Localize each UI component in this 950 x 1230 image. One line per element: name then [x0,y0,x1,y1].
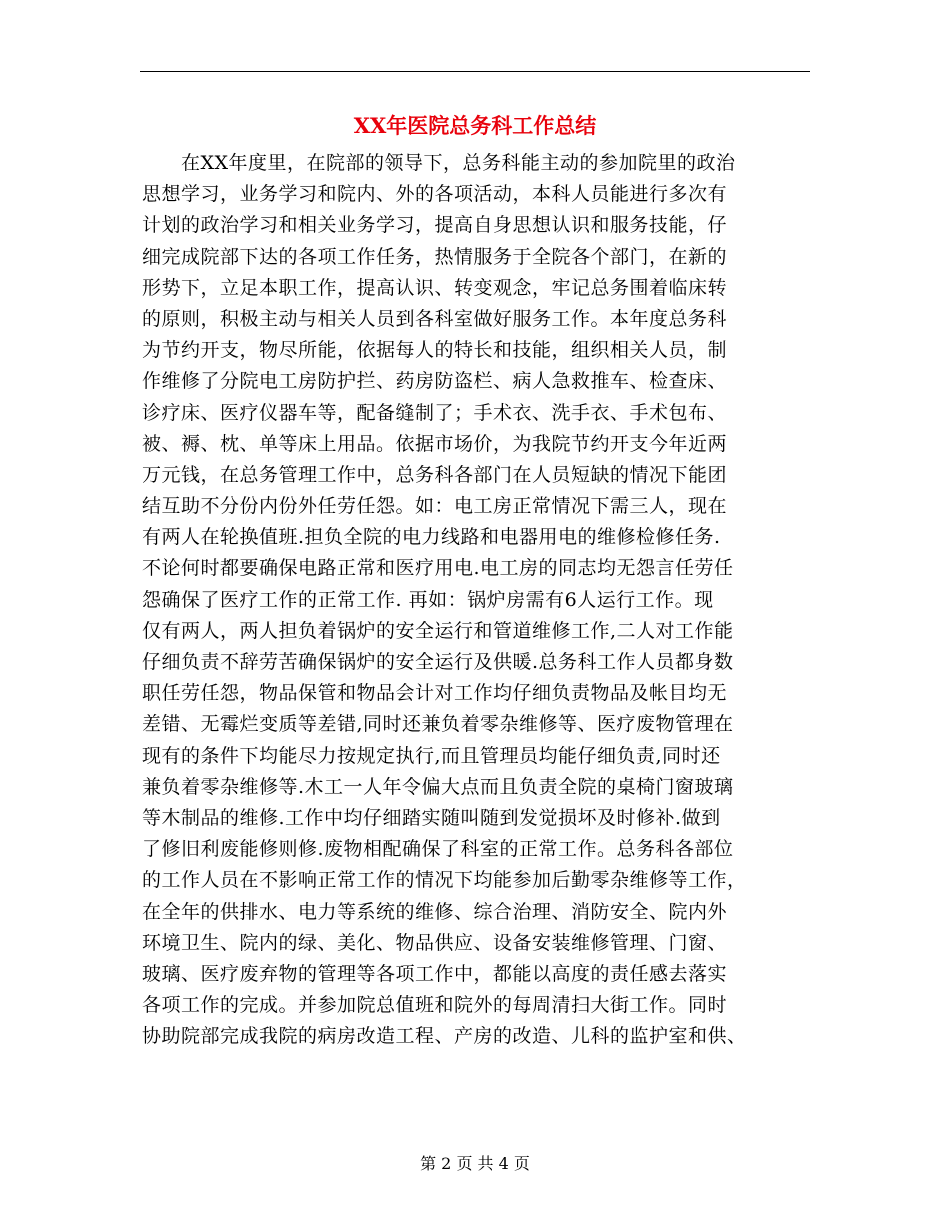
body-line: 的原则，积极主动与相关人员到各科室做好服务工作。本年度总务科 [142,307,728,330]
body-line: 在全年的供排水、电力等系统的维修、综合治理、消防安全、院内外 [142,900,728,923]
body-line: 职任劳任怨，物品保管和物品会计对工作均仔细负责物品及帐目均无 [142,682,728,705]
body-line: 仅有两人，两人担负着锅炉的安全运行和管道维修工作,二人对工作能 [142,619,734,642]
body-line: 现有的条件下均能尽力按规定执行,而且管理员均能仔细负责,同时还 [142,744,721,767]
body-line: 万元钱，在总务管理工作中，总务科各部门在人员短缺的情况下能团 [142,463,728,486]
body-line: 差错、无霉烂变质等差错,同时还兼负着零杂维修等、医疗废物管理在 [142,713,734,736]
body-line: 等木制品的维修.工作中均仔细踏实随叫随到发觉损坏及时修补.做到 [142,806,721,829]
body-line: 计划的政治学习和相关业务学习，提高自身思想认识和服务技能，仔 [142,214,728,237]
body-line: 的工作人员在不影响正常工作的情况下均能参加后勤零杂维修等工作， [142,869,747,892]
body-line: 形势下，立足本职工作，提高认识、转变观念，牢记总务围着临床转 [142,276,728,299]
body-line: 兼负着零杂维修等.木工一人年令偏大点而且负责全院的桌椅门窗玻璃 [142,775,734,798]
body-line: 结互助不分份内份外任劳任怨。如：电工房正常情况下需三人，现在 [142,495,728,518]
body-text [142,148,822,1052]
header-rule [140,71,810,72]
body-line: 细完成院部下达的各项工作任务，热情服务于全院各个部门，在新的 [142,245,728,268]
document-title: XX年医院总务科工作总结 [353,113,597,138]
body-line: 玻璃、医疗废弃物的管理等各项工作中，都能以高度的责任感去落实 [142,962,728,985]
body-line: 诊疗床、医疗仪器车等，配备缝制了；手术衣、洗手衣、手术包布、 [142,401,728,424]
body-line: 不论何时都要确保电路正常和医疗用电.电工房的同志均无怨言任劳任 [142,557,734,580]
page-footer: 第 2 页 共 4 页 [420,1154,530,1173]
body-line: 思想学习，业务学习和院内、外的各项活动，本科人员能进行多次有 [142,183,728,206]
body-line: 在XX年度里，在院部的领导下，总务科能主动的参加院里的政治 [142,152,736,174]
body-line: 被、褥、枕、单等床上用品。依据市场价，为我院节约开支今年近两 [142,432,728,455]
body-line: 协助院部完成我院的病房改造工程、产房的改造、儿科的监护室和供、 [142,1025,747,1048]
body-line: 怨确保了医疗工作的正常工作. 再如：锅炉房需有6人运行工作。现 [142,588,714,611]
body-line: 作维修了分院电工房防护拦、药房防盗栏、病人急救推车、检查床、 [142,370,728,393]
body-line: 有两人在轮换值班.担负全院的电力线路和电器用电的维修检修任务. [142,526,721,549]
body-line: 环境卫生、院内的绿、美化、物品供应、设备安装维修管理、门窗、 [142,931,728,954]
body-line: 了修旧利废能修则修.废物相配确保了科室的正常工作。总务科各部位 [142,838,734,861]
body-line: 各项工作的完成。并参加院总值班和院外的每周清扫大街工作。同时 [142,994,728,1017]
body-line: 为节约开支，物尽所能，依据每人的特长和技能，组织相关人员，制 [142,339,728,362]
body-line: 仔细负责不辞劳苦确保锅炉的安全运行及供暖.总务科工作人员都身数 [142,651,734,673]
